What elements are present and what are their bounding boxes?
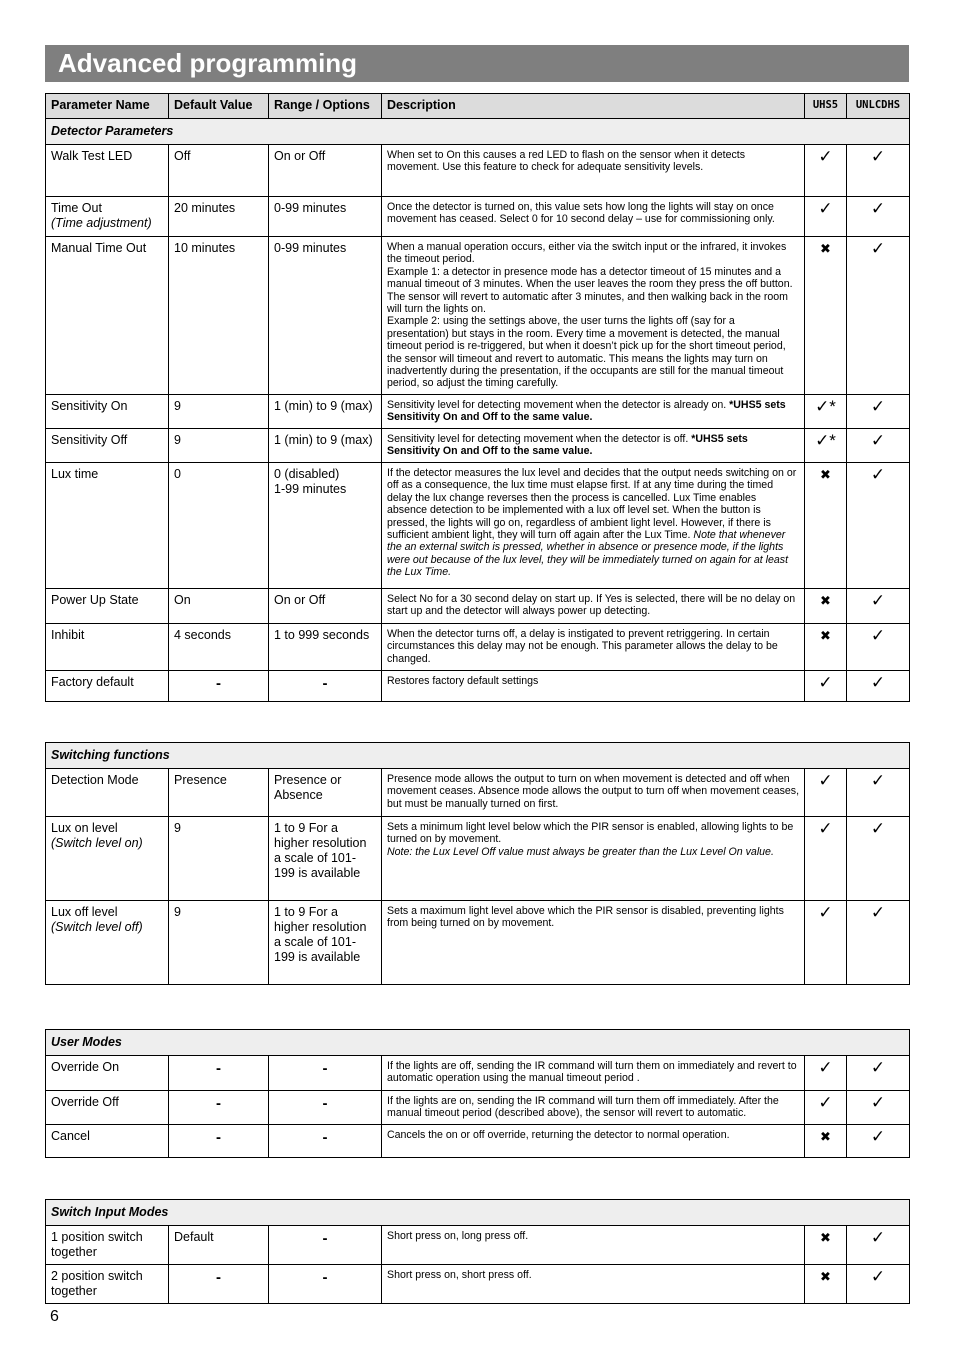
description (382, 462, 805, 588)
range-line: 0 (disabled) (274, 466, 340, 481)
default-value: Presence (169, 769, 269, 817)
table-row (46, 197, 910, 237)
table-row (46, 237, 910, 395)
check-icon: ✓ (847, 1226, 910, 1265)
page-title: Advanced programming (58, 48, 358, 78)
range-value: 0-99 minutes (269, 237, 382, 395)
table-row (46, 670, 910, 701)
check-icon: ✓ (847, 588, 910, 623)
description (382, 394, 805, 428)
table-row (46, 1125, 910, 1158)
description: Short press on, long press off. (382, 1226, 805, 1265)
description-para: Example 1: a detector in presence mode has a detector timeout of 15 minutes and a manual timeout of 3 minutes. When the user leaves the room they press the off button. The sensor will revert to automatic after 3 minutes, and then walking back in the room will turn the lights on. (387, 265, 793, 316)
description-bold: *UHS5 sets Sensitivity On and Off to the same value. (387, 432, 748, 458)
description-text: Sets a minimum light level below which the PIR sensor is enabled, allowing lights to be turned on by movement. (387, 821, 794, 846)
detector-parameters-table (45, 93, 910, 702)
cross-icon: ✖ (805, 1265, 847, 1304)
cross-icon: ✖ (805, 1226, 847, 1265)
table-row (46, 462, 910, 588)
cross-icon: ✖ (805, 623, 847, 670)
check-icon: ✓ (805, 901, 847, 985)
default-value: Off (169, 145, 269, 197)
range-value: 1 to 9 For a higher resolution a scale of 101-199 is available (269, 901, 382, 985)
table-row (46, 428, 910, 462)
range-value: 1 (min) to 9 (max) (269, 394, 382, 428)
param-subname: (Time adjustment) (51, 216, 152, 230)
check-icon: ✓ (805, 670, 847, 701)
table-row (46, 623, 910, 670)
header-unlcdhs: UNLCDHS (847, 94, 910, 119)
dash: - (169, 670, 269, 701)
switch-input-modes-table (45, 1199, 910, 1304)
param-subname: (Switch level on) (51, 836, 143, 850)
table-row (46, 588, 910, 623)
description: Once the detector is turned on, this value sets how long the lights will stay on once movement has ceased. Select 0 for 10 second delay – use for commissioning only. (382, 197, 805, 237)
description-para: Example 2: using the settings above, the user turns the lights off (say for a presentation) but stays in the room. Every time a movement is detected, the manual timeout period is re-triggered, but when it doesn’t pick up for the short timeout period, the sensor will timeout and revert to automatic. This means the lights may turn on inadvertently during the presentation, if the occupants are still for the manual timeout period, so adjust the timing carefully. (387, 315, 786, 390)
description: Restores factory default settings (382, 670, 805, 701)
table-row (46, 1226, 910, 1265)
range-value: On or Off (269, 588, 382, 623)
dash: - (269, 1226, 382, 1265)
check-star-icon: ✓* (805, 428, 847, 462)
description: Short press on, short press off. (382, 1265, 805, 1304)
param-name: Manual Time Out (46, 237, 169, 395)
default-value: 20 minutes (169, 197, 269, 237)
description: Cancels the on or off override, returning the detector to normal operation. (382, 1125, 805, 1158)
description-note: Note: the Lux Level Off value must always be greater than the Lux Level On value. (387, 845, 774, 858)
cross-icon: ✖ (805, 462, 847, 588)
dash: - (169, 1091, 269, 1125)
param-name: Power Up State (46, 588, 169, 623)
description-text: Sensitivity level for detecting movement when the detector is already on. (387, 398, 727, 411)
param-name: Override Off (46, 1091, 169, 1125)
check-icon: ✓ (805, 145, 847, 197)
param-name-main: Time Out (51, 201, 102, 215)
check-icon: ✓ (847, 817, 910, 901)
check-icon: ✓ (805, 197, 847, 237)
description: If the lights are on, sending the IR command will turn them off immediately. After the manual timeout period (described above), the sensor will revert to automatic. (382, 1091, 805, 1125)
header-uhs5: UHS5 (805, 94, 847, 119)
description-bold: *UHS5 sets Sensitivity On and Off to the same value. (387, 398, 786, 424)
default-value: 9 (169, 428, 269, 462)
cross-icon: ✖ (805, 1125, 847, 1158)
header-description: Description (382, 94, 805, 119)
description-text: If the detector measures the lux level and decides that the output needs switching on or off as a consequence, the lux time must elapse first. If at any time during the timed delay the lux change reverses then the process is cancelled. Lux Time enables absence detection to be implemented with a lux off level set. When the button is pressed, the lights will go on, regardless of ambient light level. However, if there is sufficient ambient light, they will turn off again after the Lux Time. (387, 466, 797, 541)
description: When the detector turns off, a delay is instigated to prevent retriggering. In certain circumstances this delay may not be enough. This parameter allows the delay to be changed. (382, 623, 805, 670)
param-name: Lux time (46, 462, 169, 588)
header-range-options: Range / Options (269, 94, 382, 119)
dash: - (269, 670, 382, 701)
table-row (46, 817, 910, 901)
description: Sets a maximum light level above which the PIR sensor is disabled, preventing lights from being turned on by movement. (382, 901, 805, 985)
table-row (46, 1265, 910, 1304)
dash: - (169, 1125, 269, 1158)
range-line: 1-99 minutes (274, 481, 347, 496)
check-icon: ✓ (847, 237, 910, 395)
param-name: Sensitivity On (46, 394, 169, 428)
default-value: Default (169, 1226, 269, 1265)
user-modes-table (45, 1029, 910, 1158)
description: Select No for a 30 second delay on start up. If Yes is selected, there will be no delay on start up and the detector will always power up detecting. (382, 588, 805, 623)
param-name: 1 position switch together (46, 1226, 169, 1265)
check-icon: ✓ (847, 428, 910, 462)
check-icon: ✓ (847, 394, 910, 428)
check-icon: ✓ (805, 769, 847, 817)
default-value: 9 (169, 901, 269, 985)
description-note: Note that whenever the an external switch is pressed, whether in absence or presence mode, if the lights were out because of the lux level, they will be immediately turned on again for at least the Lux Time. (387, 528, 789, 579)
dash: - (169, 1265, 269, 1304)
description (382, 817, 805, 901)
description: Presence mode allows the output to turn on when movement is detected and off when movement ceases. Absence mode allows the output to turn off when movement ceases, but must be manually turned on first. (382, 769, 805, 817)
description-para: When a manual operation occurs, either via the switch input or the infrared, it invokes the timeout period. (387, 241, 787, 266)
param-name: 2 position switch together (46, 1265, 169, 1304)
title-bar (45, 45, 909, 82)
param-name: Factory default (46, 670, 169, 701)
cross-icon: ✖ (805, 588, 847, 623)
param-name: Sensitivity Off (46, 428, 169, 462)
param-name: Detection Mode (46, 769, 169, 817)
dash: - (269, 1125, 382, 1158)
range-value: Presence or Absence (269, 769, 382, 817)
check-icon: ✓ (847, 462, 910, 588)
range-value: On or Off (269, 145, 382, 197)
check-icon: ✓ (847, 670, 910, 701)
description: When set to On this causes a red LED to flash on the sensor when it detects movement. Use this feature to check for adequate sensitivity levels. (382, 145, 805, 197)
range-value (269, 462, 382, 588)
check-icon: ✓ (847, 1056, 910, 1091)
description-text: Sensitivity level for detecting movement when the detector is off. (387, 432, 689, 445)
switching-functions-table (45, 742, 910, 985)
dash: - (269, 1091, 382, 1125)
check-icon: ✓ (847, 197, 910, 237)
param-name: Inhibit (46, 623, 169, 670)
table-row (46, 1056, 910, 1091)
table-row (46, 1091, 910, 1125)
param-name (46, 197, 169, 237)
dash: - (169, 1056, 269, 1091)
range-value: 1 to 999 seconds (269, 623, 382, 670)
check-icon: ✓ (847, 901, 910, 985)
check-icon: ✓ (805, 1091, 847, 1125)
description: If the lights are off, sending the IR command will turn them on immediately and revert to automatic operation using the manual timeout period . (382, 1056, 805, 1091)
param-name (46, 817, 169, 901)
section-title: Detector Parameters (46, 119, 910, 145)
check-icon: ✓ (805, 1056, 847, 1091)
check-icon: ✓ (847, 623, 910, 670)
range-value: 1 to 9 For a higher resolution a scale of 101-199 is available (269, 817, 382, 901)
table-row (46, 769, 910, 817)
page-number: 6 (50, 1308, 59, 1325)
header-default-value: Default Value (169, 94, 269, 119)
section-title: Switch Input Modes (46, 1200, 910, 1226)
check-icon: ✓ (805, 817, 847, 901)
default-value: On (169, 588, 269, 623)
description (382, 237, 805, 395)
table-row (46, 394, 910, 428)
check-icon: ✓ (847, 1125, 910, 1158)
param-name-main: Lux off level (51, 905, 118, 919)
dash: - (269, 1056, 382, 1091)
check-icon: ✓ (847, 1265, 910, 1304)
table-row (46, 145, 910, 197)
dash: - (269, 1265, 382, 1304)
default-value: 10 minutes (169, 237, 269, 395)
default-value: 0 (169, 462, 269, 588)
section-title: Switching functions (46, 743, 910, 769)
param-name-main: Lux on level (51, 821, 118, 835)
default-value: 4 seconds (169, 623, 269, 670)
range-value: 0-99 minutes (269, 197, 382, 237)
param-name: Override On (46, 1056, 169, 1091)
check-icon: ✓ (847, 145, 910, 197)
check-icon: ✓ (847, 1091, 910, 1125)
range-value: 1 (min) to 9 (max) (269, 428, 382, 462)
param-subname: (Switch level off) (51, 920, 143, 934)
check-icon: ✓ (847, 769, 910, 817)
description (382, 428, 805, 462)
table-header-row (46, 94, 910, 119)
param-name: Walk Test LED (46, 145, 169, 197)
default-value: 9 (169, 817, 269, 901)
check-star-icon: ✓* (805, 394, 847, 428)
header-parameter-name: Parameter Name (46, 94, 169, 119)
table-row (46, 901, 910, 985)
default-value: 9 (169, 394, 269, 428)
param-name: Cancel (46, 1125, 169, 1158)
cross-icon: ✖ (805, 237, 847, 395)
section-title: User Modes (46, 1030, 910, 1056)
param-name (46, 901, 169, 985)
